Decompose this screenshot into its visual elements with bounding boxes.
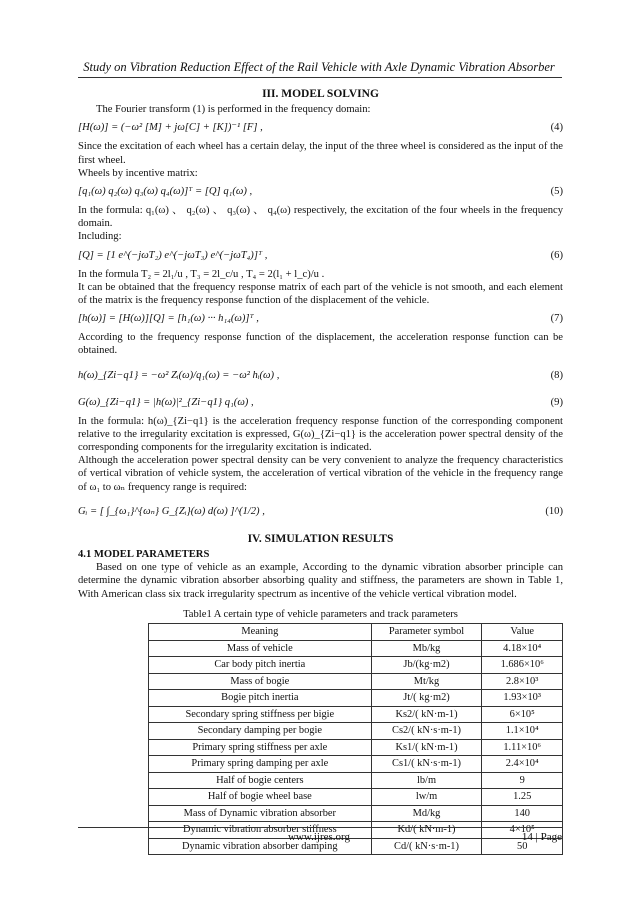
table-cell-meaning: Half of bogie wheel base: [149, 789, 372, 806]
equation-7: [78, 310, 563, 328]
running-header: Study on Vibration Reduction Effect of the Rail Vehicle with Axle Dynamic Vibration Absorber: [83, 60, 555, 74]
table-cell-symbol: Md/kg: [371, 805, 482, 822]
table-cell-meaning: Dynamic vibration absorber stiffness: [149, 822, 372, 839]
table-cell-meaning: Primary spring stiffness per axle: [149, 739, 372, 756]
table-cell-meaning: Dynamic vibration absorber damping: [149, 838, 372, 855]
table-cell-value: 1.25: [482, 789, 563, 806]
parameters-table: [148, 623, 563, 855]
table-row: [149, 723, 563, 740]
equation-10-number: (10): [545, 505, 563, 517]
equation-8-number: (8): [550, 369, 563, 381]
equation-8: [78, 361, 563, 391]
table-row: [149, 706, 563, 723]
equation-9-body: G(ω)_{Zi−q1} = |h(ω)|²_{Zi−q1} q₁(ω) ,: [78, 396, 254, 408]
equation-9-number: (9): [550, 396, 563, 408]
table-cell-symbol: Cs1/( kN·s·m-1): [371, 756, 482, 773]
footer-site: www.ijres.org: [287, 831, 351, 843]
paragraph-acceleration-response: According to the frequency response function of the displacement, the acceleration response function can be obtained.: [78, 332, 563, 357]
paragraph-parameters: Based on one type of vehicle as an example, According to the dynamic vibration absorber principle can determine the dynamic vibration absorber absorbing quality and stiffness, the parameters are shown in Table 1, With American class six track irregularity spectrum as incentive of the vehicle vertical vibration model.: [78, 562, 563, 600]
table-cell-symbol: Jb/(kg·m2): [371, 657, 482, 674]
table-row: [149, 673, 563, 690]
table-cell-symbol: Ks1/( kN·m-1): [371, 739, 482, 756]
table-cell-symbol: Cd/( kN·s·m-1): [371, 838, 482, 855]
equation-4-number: (4): [550, 122, 563, 134]
page-content: [78, 82, 563, 855]
table-cell-meaning: Mass of vehicle: [149, 640, 372, 657]
table-cell-value: 1.93×10³: [482, 690, 563, 707]
table-row: [149, 756, 563, 773]
table-cell-value: 1.686×10⁶: [482, 657, 563, 674]
equation-10-body: Gᵢ = [ ∫_{ω₁}^{ωₙ} G_{Zᵢ}(ω) d(ω) ]^(1/2) ,: [78, 505, 265, 517]
table-cell-value: 1.1×10⁴: [482, 723, 563, 740]
table-cell-value: 1.11×10⁶: [482, 739, 563, 756]
equation-5-body: [q₁(ω) q₂(ω) q₃(ω) q₄(ω)]ᵀ = [Q] q₁(ω) ,: [78, 186, 253, 198]
paragraph-formula-h: In the formula: h(ω)_{Zi−q1} is the acceleration frequency response function of the corresponding component relative to the irregularity excitation is expressed, G(ω)_{Zi−q1} is the acceleration power spectral density of the corresponding components for the irregularity excitation is indicated.: [78, 415, 563, 454]
table-cell-value: 140: [482, 805, 563, 822]
paragraph-power-spectral: Although the acceleration power spectral density can be very convenient to analyze the frequency characteristics of vertical vibration of vehicle system, the acceleration of vertical vibration of the vehicle in the frequency range of ω₁ to ωₙ frequency range is required:: [78, 455, 563, 493]
paragraph-including: Including:: [78, 231, 122, 243]
paragraph-formula-t: In the formula T₂ = 2l₁/u , T₃ = 2l_c/u , T₄ = 2(l₁ + l_c)/u .: [78, 268, 325, 280]
table-header-symbol: Parameter symbol: [371, 624, 482, 641]
table-cell-symbol: lb/m: [371, 772, 482, 789]
equation-8-body: h(ω)_{Zi−q1} = −ω² Zᵢ(ω)/q₁(ω) = −ω² hᵢ(ω) ,: [78, 369, 280, 381]
equation-4: [78, 119, 563, 137]
table-cell-meaning: Mass of bogie: [149, 673, 372, 690]
table-row: [149, 805, 563, 822]
equation-6: [78, 247, 563, 265]
equation-7-number: (7): [550, 313, 563, 325]
paragraph-delay: Since the excitation of each wheel has a certain delay, the input of the three wheel is considered as the input of the first wheel.: [78, 141, 563, 166]
paragraph-frequency-matrix: It can be obtained that the frequency response matrix of each part of the vehicle is not smooth, and each element of the matrix is the frequency response function of the displacement of the vehicle.: [78, 281, 563, 307]
table-cell-symbol: Mb/kg: [371, 640, 482, 657]
table-header-row: [149, 624, 563, 641]
table-caption: Table1 A certain type of vehicle parameters and track parameters: [183, 608, 458, 620]
table-cell-symbol: Cs2/( kN·s·m-1): [371, 723, 482, 740]
table-cell-value: 9: [482, 772, 563, 789]
table-cell-meaning: Mass of Dynamic vibration absorber: [149, 805, 372, 822]
equation-5-number: (5): [550, 186, 563, 198]
table-cell-symbol: lw/m: [371, 789, 482, 806]
section-heading-model-solving: III. MODEL SOLVING: [262, 88, 379, 100]
table-cell-value: 4×10⁵: [482, 822, 563, 839]
table-cell-value: 2.4×10⁴: [482, 756, 563, 773]
footer-page-number: 14 | Page: [521, 831, 562, 843]
table-cell-symbol: Jt/( kg·m2): [371, 690, 482, 707]
equation-5: [78, 183, 563, 201]
table-cell-symbol: Kd/( kN·m-1): [371, 822, 482, 839]
table-cell-value: 6×10⁵: [482, 706, 563, 723]
table-row: [149, 657, 563, 674]
footer-rule: [78, 827, 562, 828]
table-cell-meaning: Half of bogie centers: [149, 772, 372, 789]
table-cell-meaning: Secondary damping per bogie: [149, 723, 372, 740]
intro-paragraph: The Fourier transform (1) is performed in the frequency domain:: [96, 104, 371, 116]
table-cell-symbol: Ks2/( kN·m-1): [371, 706, 482, 723]
table-cell-meaning: Secondary spring stiffness per bigie: [149, 706, 372, 723]
table-header-value: Value: [482, 624, 563, 641]
table-cell-meaning: Bogie pitch inertia: [149, 690, 372, 707]
table-row: [149, 772, 563, 789]
table-row: [149, 690, 563, 707]
table-header-meaning: Meaning: [149, 624, 372, 641]
table-cell-meaning: Car body pitch inertia: [149, 657, 372, 674]
equation-4-body: [H(ω)] = (−ω² [M] + jω[C] + [K])⁻¹ [F] ,: [78, 122, 263, 134]
subheading-model-parameters: 4.1 MODEL PARAMETERS: [78, 549, 210, 561]
equation-7-body: [h(ω)] = [H(ω)][Q] = [h₁(ω) ··· h₁₄(ω)]ᵀ ,: [78, 313, 259, 325]
equation-10: [78, 497, 563, 527]
table-cell-symbol: Mt/kg: [371, 673, 482, 690]
table-row: [149, 739, 563, 756]
equation-9: [78, 394, 563, 412]
header-rule: [78, 77, 562, 78]
table-cell-value: 2.8×10³: [482, 673, 563, 690]
paragraph-formula-q: In the formula: q₁(ω) 、 q₂(ω) 、 q₃(ω) 、 q₄(ω) respectively, the excitation of the four wheels in the frequency domain.: [78, 205, 563, 230]
table-cell-value: 4.18×10⁴: [482, 640, 563, 657]
table-row: [149, 789, 563, 806]
table-row: [149, 640, 563, 657]
table-cell-value: 50: [482, 838, 563, 855]
equation-6-number: (6): [550, 249, 563, 261]
section-heading-simulation: IV. SIMULATION RESULTS: [247, 532, 394, 545]
paragraph-incentive: Wheels by incentive matrix:: [78, 167, 198, 179]
equation-6-body: [Q] = [1 e^(−jωT₂) e^(−jωT₃) e^(−jωT₄)]ᵀ ,: [78, 249, 268, 261]
table-cell-meaning: Primary spring damping per axle: [149, 756, 372, 773]
